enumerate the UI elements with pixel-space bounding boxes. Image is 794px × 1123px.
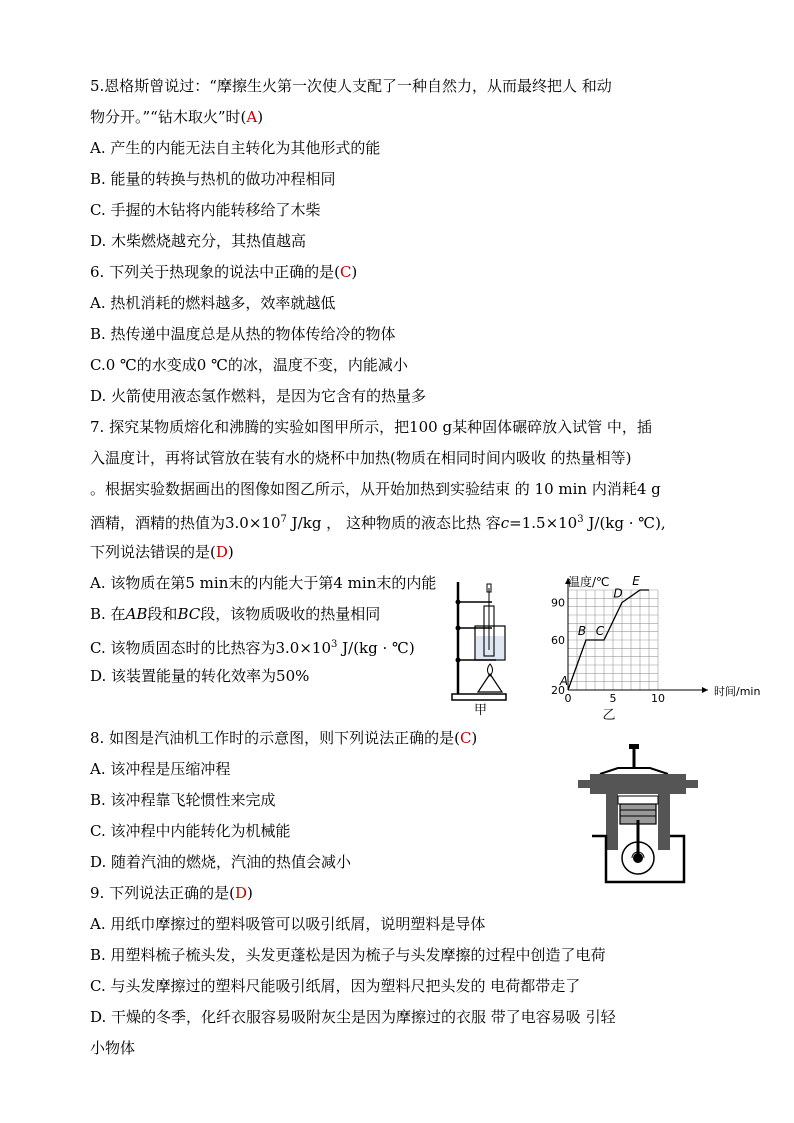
y-tick-label: 60	[551, 634, 565, 647]
x-tick-label: 10	[651, 692, 665, 705]
q6-answer: C	[339, 263, 352, 281]
point-label: C	[595, 624, 605, 638]
q6-option-a: A. 热机消耗的燃料越多，效率就越低	[90, 294, 336, 312]
q8-option-a: A. 该冲程是压缩冲程	[90, 760, 231, 778]
x-axis-arrow	[702, 687, 708, 693]
q7-option-a: A. 该物质在第5 min末的内能大于第4 min末的内能	[90, 574, 437, 592]
q5-stem-line2: 物分开。”“钻木取火”时(A)	[90, 108, 264, 126]
gasoline-engine-figure	[572, 740, 702, 888]
q5-option-d: D. 木柴燃烧越充分，其热值越高	[90, 232, 307, 250]
temperature-time-chart	[546, 572, 761, 724]
q8-option-d: D. 随着汽油的燃烧，汽油的热值会减小	[90, 853, 352, 871]
point-label: E	[632, 574, 640, 588]
y-tick-label: 20	[551, 684, 565, 697]
q5-answer: A	[246, 108, 258, 126]
q6-stem: 6. 下列关于热现象的说法中正确的是(C)	[90, 263, 358, 281]
q9-stem: 9. 下列说法正确的是(D)	[90, 884, 253, 902]
figure-label-yi: 乙	[602, 708, 616, 723]
q7-option-c: C. 该物质固态时的比热容为$3.0\times 10^3$ J/(kg · ℃)	[90, 639, 415, 657]
q5-option-a: A. 产生的内能无法自主转化为其他形式的能	[90, 139, 381, 157]
q7-answer: D	[215, 543, 228, 561]
q7-option-b: B. 在AB段和BC段，该物质吸收的热量相同	[90, 605, 381, 623]
q6-option-c: C.0 ℃的水变成0 ℃的冰，温度不变，内能减小	[90, 356, 408, 374]
q7-stem-line1: 7. 探究某物质熔化和沸腾的实验如图甲所示，把100 g某种固体碾碎放入试管 中，插	[90, 418, 652, 436]
q6-option-b: B. 热传递中温度总是从热的物体传给冷的物体	[90, 325, 396, 343]
q5-stem-line1: 5.恩格斯曾说过：“摩擦生火第一次使人支配了一种自然力，从而最终把人 和动	[90, 77, 612, 95]
q6-option-d: D. 火箭使用液态氢作燃料，是因为它含有的热量多	[90, 387, 427, 405]
q7-stem-line2: 入温度计，再将试管放在装有水的烧杯中加热(物质在相同时间内吸收 的热量相等)	[90, 449, 632, 467]
q9-option-d-line1: D. 干燥的冬季，化纤衣服容易吸附灰尘是因为摩擦过的衣服 带了电容易吸 引轻	[90, 1008, 616, 1026]
point-label: D	[613, 586, 623, 601]
q7-stem-line5: 下列说法错误的是(D)	[90, 543, 234, 561]
q8-answer: C	[459, 729, 472, 747]
point-label: A	[559, 674, 569, 688]
q8-option-b: B. 该冲程靠飞轮惯性来完成	[90, 791, 276, 809]
q5-option-c: C. 手握的木钻将内能转移给了木柴	[90, 201, 321, 219]
x-tick-label: 0	[564, 692, 572, 705]
x-tick-label: 5	[609, 692, 617, 705]
q7-option-d: D. 该装置能量的转化效率为50%	[90, 667, 310, 685]
figure-label-jia: 甲	[474, 703, 488, 718]
y-tick-label: 90	[551, 596, 565, 610]
q9-option-a: A. 用纸巾摩擦过的塑料吸管可以吸引纸屑，说明塑料是导体	[90, 915, 486, 933]
x-axis-title: 时间/min	[714, 685, 761, 698]
heating-apparatus-figure	[440, 576, 540, 724]
q9-answer: D	[234, 884, 247, 902]
q9-option-b: B. 用塑料梳子梳头发，头发更蓬松是因为梳子与头发摩擦的过程中创造了电荷	[90, 946, 606, 964]
q9-option-c: C. 与头发摩擦过的塑料尺能吸引纸屑，因为塑料尺把头发的 电荷都带走了	[90, 977, 581, 995]
y-axis-title: 温度/℃	[568, 575, 610, 589]
point-label: B	[577, 624, 587, 638]
q5-option-b: B. 能量的转换与热机的做功冲程相同	[90, 170, 336, 188]
q8-stem: 8. 如图是汽油机工作时的示意图，则下列说法正确的是(C)	[90, 729, 478, 747]
q7-stem-line3: 。根据实验数据画出的图像如图乙所示，从开始加热到实验结束 的 10 min 内消耗4 g	[90, 480, 661, 498]
q7-stem-line4: 酒精，酒精的热值为$3.0\times 10^7$ J/kg ， 这种物质的液态比热 容$c=1.5\times 10^3$ J/(kg · ℃),	[90, 514, 666, 532]
q8-option-c: C. 该冲程中内能转化为机械能	[90, 822, 291, 840]
q9-option-d-line2: 小物体	[90, 1039, 136, 1057]
